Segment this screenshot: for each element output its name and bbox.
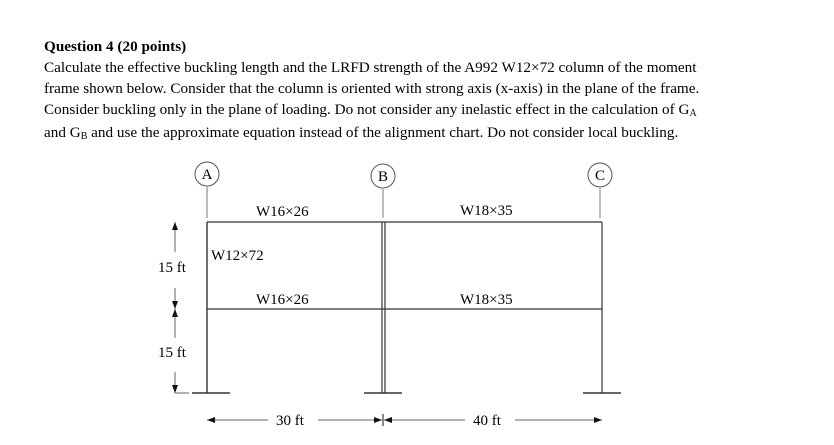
question-line-4-end: and use the approximate equation instead of the alignment chart. Do not consider local buckling. — [87, 124, 679, 141]
dim-lower-arrow-top — [172, 309, 178, 317]
question-line-1: Calculate the effective buckling length and the LRFD strength of the A992 W12×72 column of the moment — [44, 59, 697, 76]
upper-beam-left-label: W16×26 — [256, 204, 309, 220]
lower-beam-right-label: W18×35 — [460, 292, 513, 308]
question-title: Question 4 (20 points) — [44, 38, 187, 55]
upper-beam-right-label: W18×35 — [460, 203, 513, 219]
bay-1-width: 30 ft — [276, 413, 304, 429]
grid-label-c: C — [594, 168, 606, 184]
grid-label-a: A — [201, 167, 213, 183]
bay-2-width: 40 ft — [473, 413, 501, 429]
dim-upper-arrow-top — [172, 222, 178, 230]
question-line-3-text: Consider buckling only in the plane of loading. Do not consider any inelastic effect in the calculation of G — [44, 101, 690, 118]
lower-story-height: 15 ft — [158, 345, 186, 361]
upper-story-height: 15 ft — [158, 260, 186, 276]
dim-lower-arrow-bottom — [172, 385, 178, 393]
dim-bay2-arrow-left — [384, 417, 392, 423]
gb-subscript: B — [80, 131, 88, 142]
dim-bay1-arrow-left — [207, 417, 215, 423]
grid-label-b: B — [377, 169, 389, 185]
dim-upper-arrow-bottom — [172, 301, 178, 309]
column-label: W12×72 — [211, 248, 264, 264]
question-line-2: frame shown below. Consider that the column is oriented with strong axis (x-axis) in the plane of the frame. — [44, 80, 700, 97]
dim-bay2-arrow-right — [594, 417, 602, 423]
ga-subscript: A — [689, 108, 697, 119]
lower-beam-left-label: W16×26 — [256, 292, 309, 308]
dim-bay1-arrow-right — [374, 417, 382, 423]
question-line-4-start: and G — [44, 124, 81, 141]
